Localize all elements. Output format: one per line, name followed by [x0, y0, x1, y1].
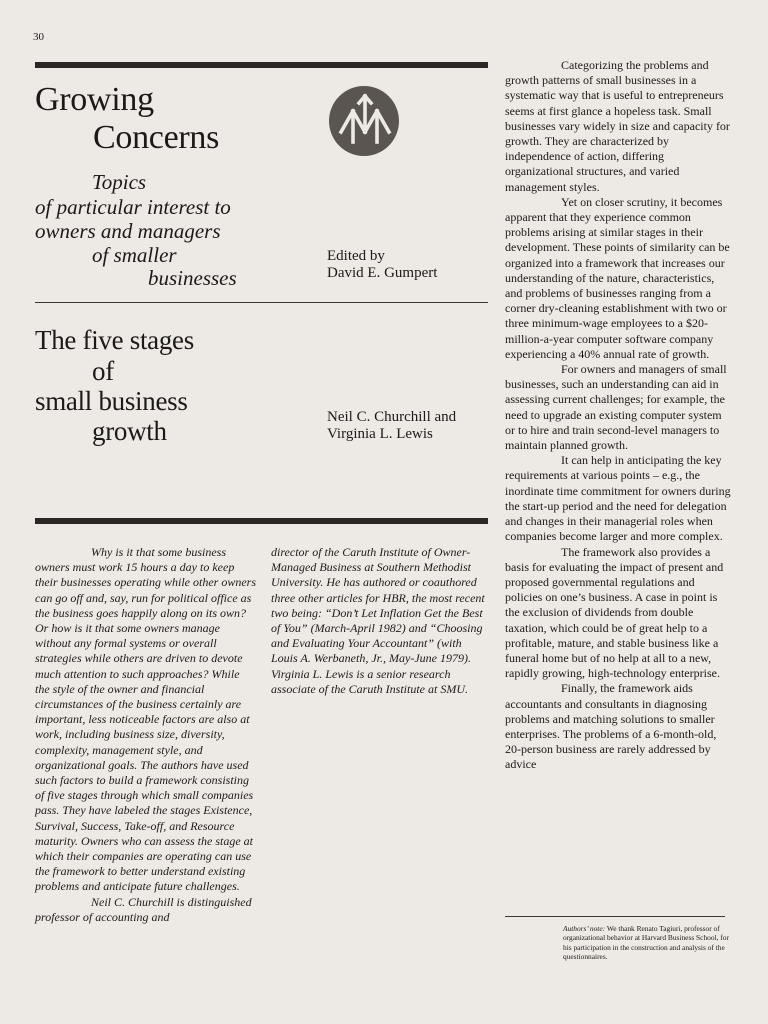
section-subtitle-line3: owners and managers: [35, 219, 221, 243]
abstract-column-2: [271, 545, 490, 697]
article-title-line2: of: [92, 356, 114, 386]
abstract-column-1: [35, 545, 257, 925]
section-subtitle-line1: Topics: [92, 170, 147, 194]
section-title-line2: Concerns: [93, 119, 220, 156]
article-title-line1: The five stages: [35, 325, 194, 355]
footnote-rule: [505, 916, 725, 917]
section-subtitle-line4: of smaller: [92, 243, 177, 267]
article-title-line4: growth: [92, 416, 167, 446]
authors-note-text: We thank Renato Tagiuri, professor of organizational behavior at Harvard Business School, for his participation in the construction and analysis of the questionnaires.: [563, 924, 729, 962]
body-paragraph: It can help in anticipating the key requirements at various points – e.g., the inordinate time commitment for owners during the start-up period and the need for delegation and changes in their managerial roles when companies become larger and more complex.: [505, 453, 731, 544]
body-paragraph: Finally, the framework aids accountants and consultants in diagnosing problems and matching solutions to smaller enterprises. The problems of a 6-month-old, 20-person business are rarely addressed by advice: [505, 681, 717, 772]
body-paragraph: Yet on closer scrutiny, it becomes apparent that they experience common problems arising at similar stages in their development. These points of similarity can be organized into a framework that increases our understanding of the nature, characteristics, and problems of businesses ranging from a corner dry-cleaning establishment with two or three minimum-wage employees to a $20-million-a-year computer software company experiencing a 40% annual rate of growth.: [505, 194, 730, 361]
author-line1: Neil C. Churchill and: [327, 409, 457, 425]
four-arrows-circle-icon: [327, 84, 401, 158]
author-bio-continued: director of the Caruth Institute of Owner-Managed Business at Southern Methodist University. He has authored or coauthored three other articles for HBR, the most recent two being: “Don’t Let Inflation Get the Best of You” (March-April 1982) and “Choosing and Evaluating Your Accountant” (with Louis A. Werbaneth, Jr., May-June 1979). Virginia L. Lewis is a senior research associate of the Caruth Institute at SMU.: [271, 545, 485, 696]
abstract-rule: [35, 518, 488, 524]
body-column: [505, 58, 732, 773]
authors-note-label: Authors’ note:: [563, 924, 606, 933]
body-paragraph: The framework also provides a basis for evaluating the impact of present and proposed governmental regulations and policies on one’s business. A case in point is the exclusion of dividends from double taxation, which could be of great help to a profitable, mature, and stable business like a funeral home but of no help at all to a new, rapidly growing, high-technology enterprise.: [505, 544, 724, 681]
editor-line2: David E. Gumpert: [327, 265, 438, 281]
author-bio-start: Neil C. Churchill is distinguished professor of accounting and: [35, 894, 252, 924]
section-title-line1: Growing: [35, 81, 154, 118]
body-paragraph: Categorizing the problems and growth patterns of small businesses in a systematic way that is useful to entrepreneurs seems at first glance a hopeless task. Small businesses vary widely in size and capacity for growth. They are characterized by independence of action, differing organizational structures, and varied management styles.: [505, 58, 730, 194]
authors-note: [563, 924, 733, 962]
section-divider: [35, 302, 488, 303]
author-line2: Virginia L. Lewis: [327, 426, 433, 442]
section-subtitle-line2: of particular interest to: [35, 195, 231, 219]
article-title-line3: small business: [35, 386, 188, 416]
editor-line1: Edited by: [327, 248, 385, 264]
section-subtitle-line5: businesses: [148, 266, 237, 290]
body-paragraph: For owners and managers of small businesses, such an understanding can aid in assessing current challenges; for example, the need to upgrade an existing computer system or to hire and train second-level managers to maintain planned growth.: [505, 362, 727, 453]
page-number: 30: [33, 31, 44, 43]
header-rule: [35, 62, 488, 68]
abstract-paragraph: Why is it that some business owners must work 15 hours a day to keep their businesses operating while other owners can go off and, say, run for political office as the business goes happily along on its own? Or how is it that some owners manage without any formal systems or overall strategies while others are driven to devote much attention to such approaches? While the style of the owner and financial circumstances of the business certainly are important, less noticeable factors are also at work, including business size, diversity, complexity, management style, and organizational goals. The authors have used such factors to build a framework consisting of five stages through which small companies pass. They have labeled the stages Existence, Survival, Success, Take-off, and Resource maturity. Owners who can assess the stage at which their companies are operating can use the framework to better understand existing problems and anticipate future challenges.: [35, 545, 256, 894]
